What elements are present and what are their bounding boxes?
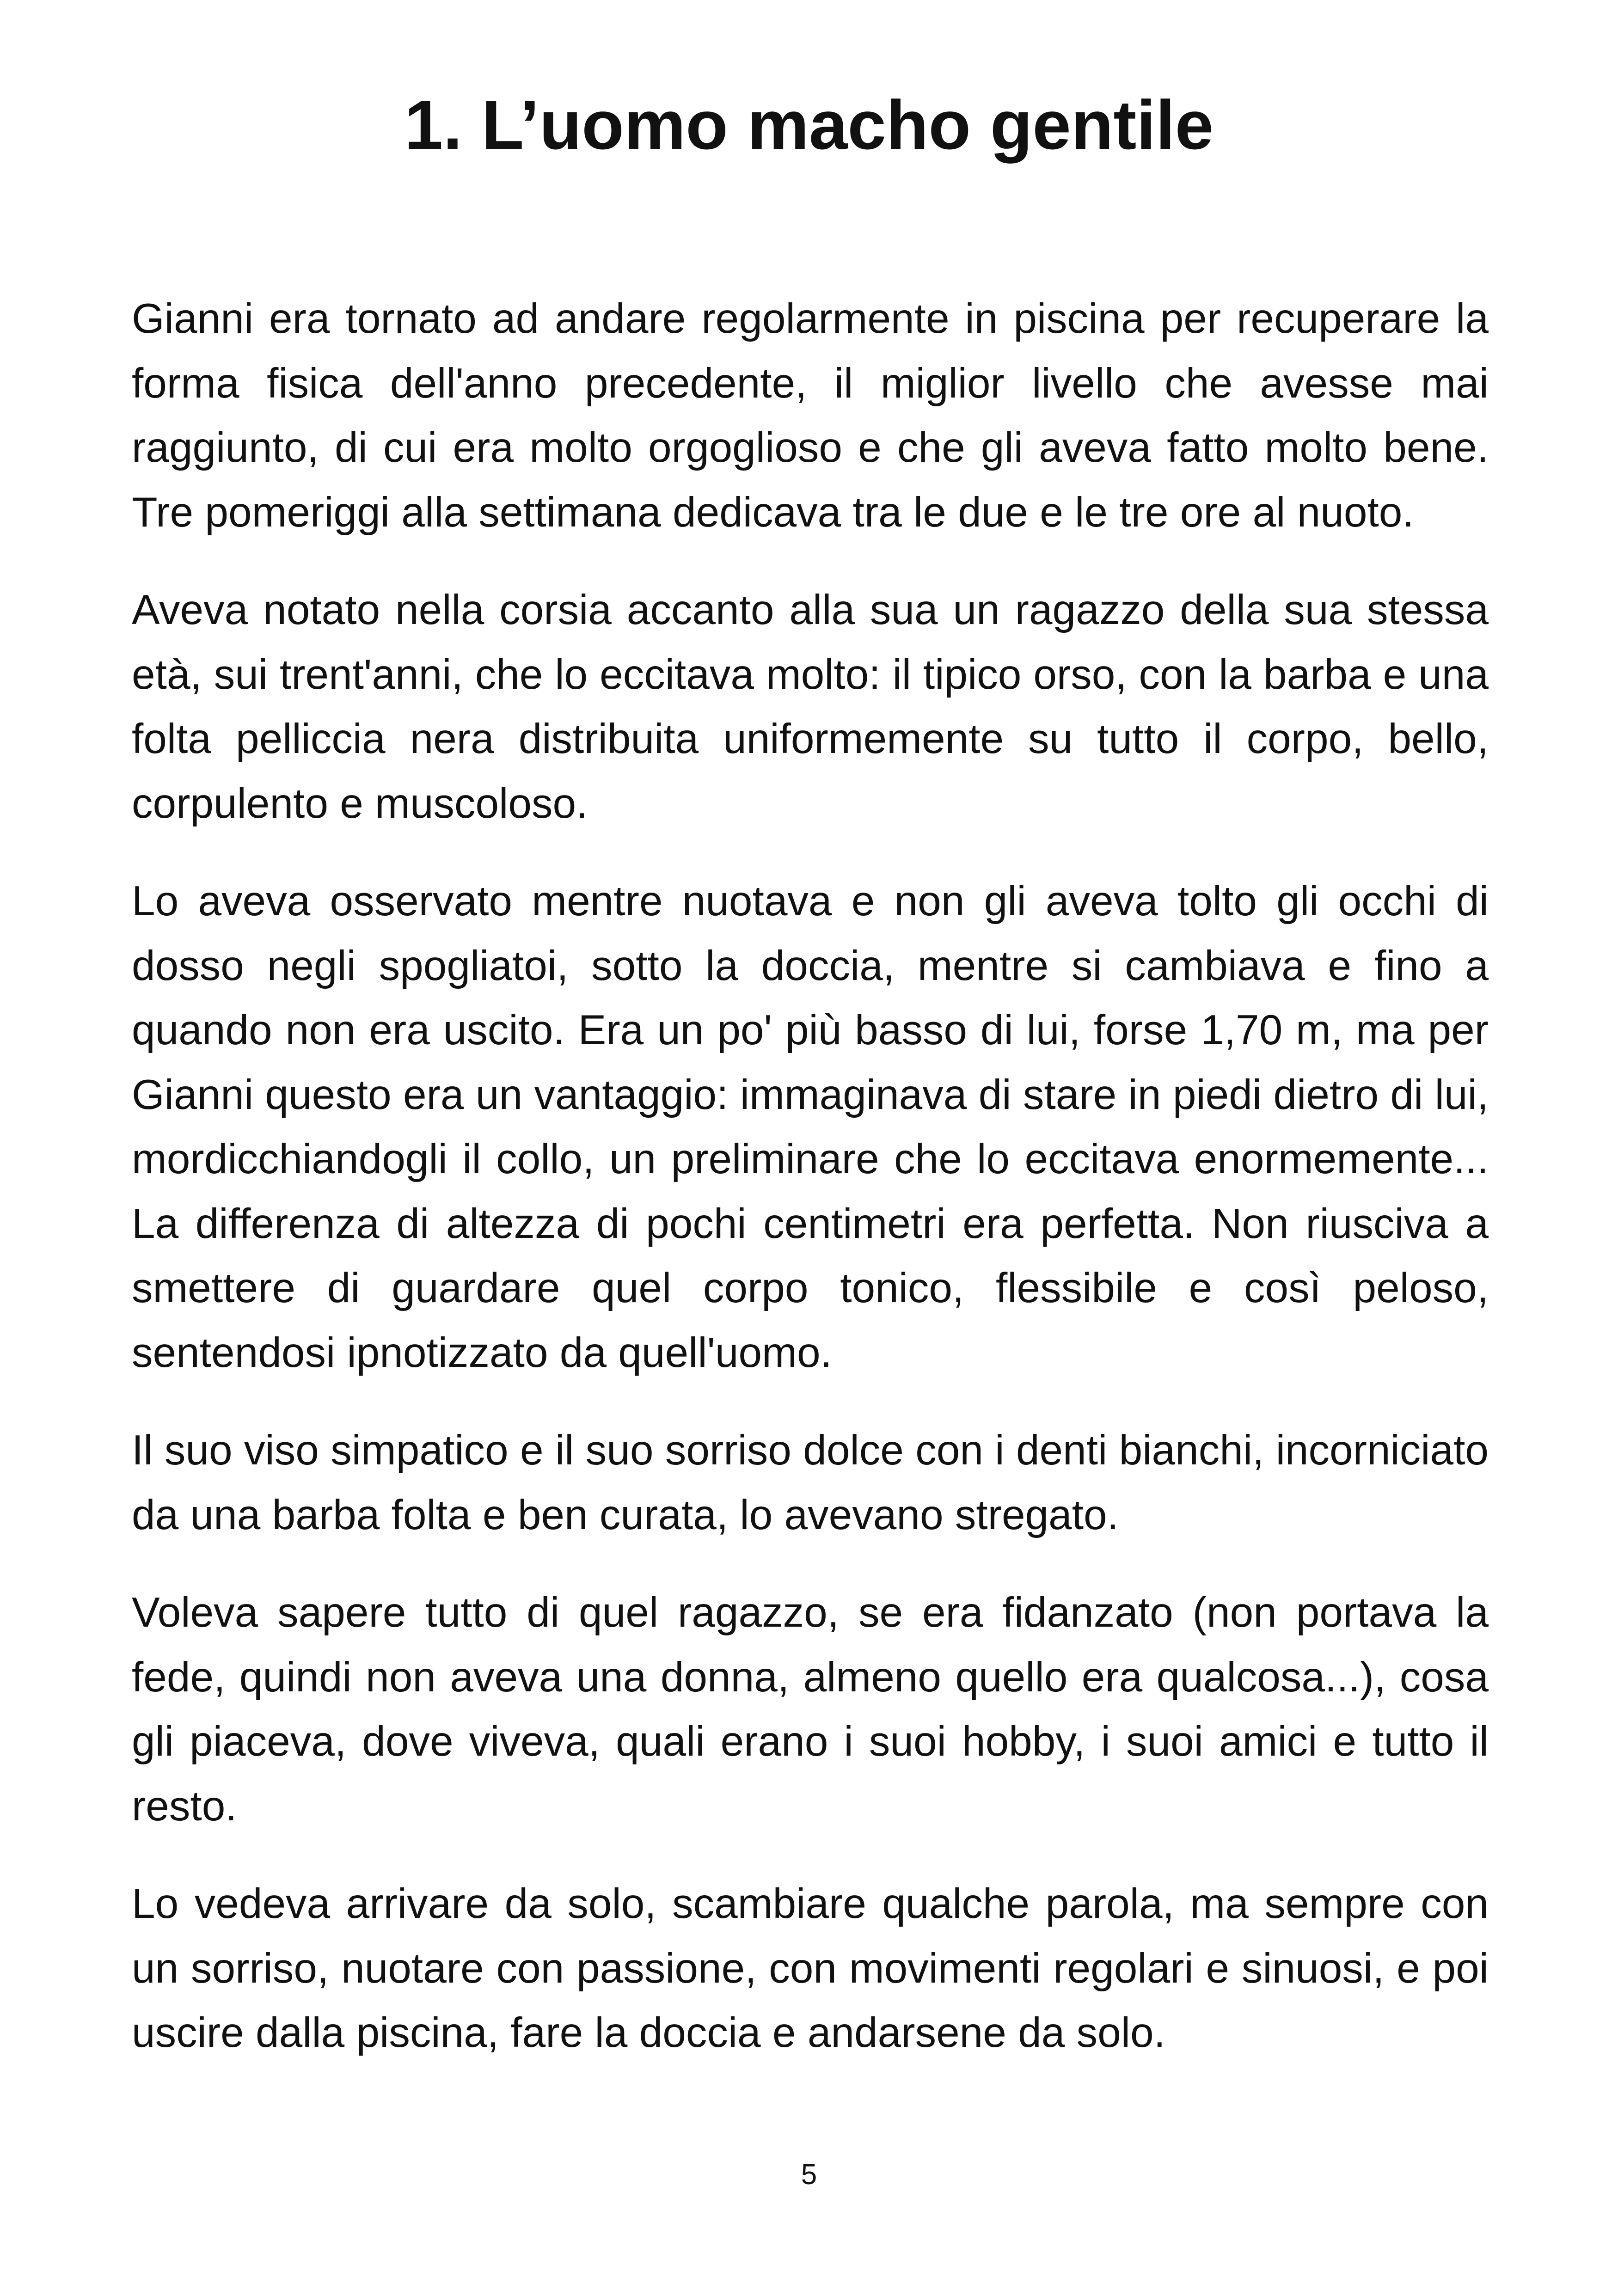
paragraph-6: Lo vedeva arrivare da solo, scambiare qualche parola, ma sempre con un sorriso, nuotare con passione, con movimenti regolari e sinuosi, e poi uscire dalla piscina, fare la doccia e andarsene da solo.: [132, 1880, 1489, 2056]
paragraph-2: Aveva notato nella corsia accanto alla sua un ragazzo della sua stessa età, sui trent'anni, che lo eccitava molto: il tipico orso, con la barba e una folta pelliccia nera distribuita uniformemente su tutto il corpo, bello, corpulento e muscoloso.: [132, 587, 1489, 827]
paragraph-5: Voleva sapere tutto di quel ragazzo, se era fidanzato (non portava la fede, quindi non aveva una donna, almeno quello era qualcosa...), cosa gli piaceva, dove viveva, quali erano i suoi hobby, i suoi amici e tutto il resto.: [132, 1589, 1489, 1830]
paragraph-1: Gianni era tornato ad andare regolarmente in piscina per recuperare la forma fisica dell'anno precedente, il miglior livello che avesse mai raggiunto, di cui era molto orgoglioso e che gli aveva fatto molto bene. Tre pomeriggi alla settimana dedicava tra le due e le tre ore al nuoto.: [132, 295, 1489, 536]
page-number: 5: [801, 2159, 817, 2191]
chapter-body: [132, 287, 1489, 2099]
paragraph-4: Il suo viso simpatico e il suo sorriso dolce con i denti bianchi, incorniciato da una barba folta e ben curata, lo avevano stregato.: [132, 1427, 1489, 1538]
chapter-title: 1. L’uomo macho gentile: [404, 86, 1214, 164]
paragraph-3: Lo aveva osservato mentre nuotava e non gli aveva tolto gli occhi di dosso negli spogliatoi, sotto la doccia, mentre si cambiava e fino a quando non era uscito. Era un po' più basso di lui, forse 1,70 m, ma per Gianni questo era un vantaggio: immaginava di stare in piedi dietro di lui, mordicchiandogli il collo, un preliminare che lo eccitava enormemente... La differenza di altezza di pochi centimetri era perfetta. Non riusciva a smettere di guardare quel corpo tonico, flessibile e così peloso, sentendosi ipnotizzato da quell'uomo.: [132, 878, 1489, 1376]
